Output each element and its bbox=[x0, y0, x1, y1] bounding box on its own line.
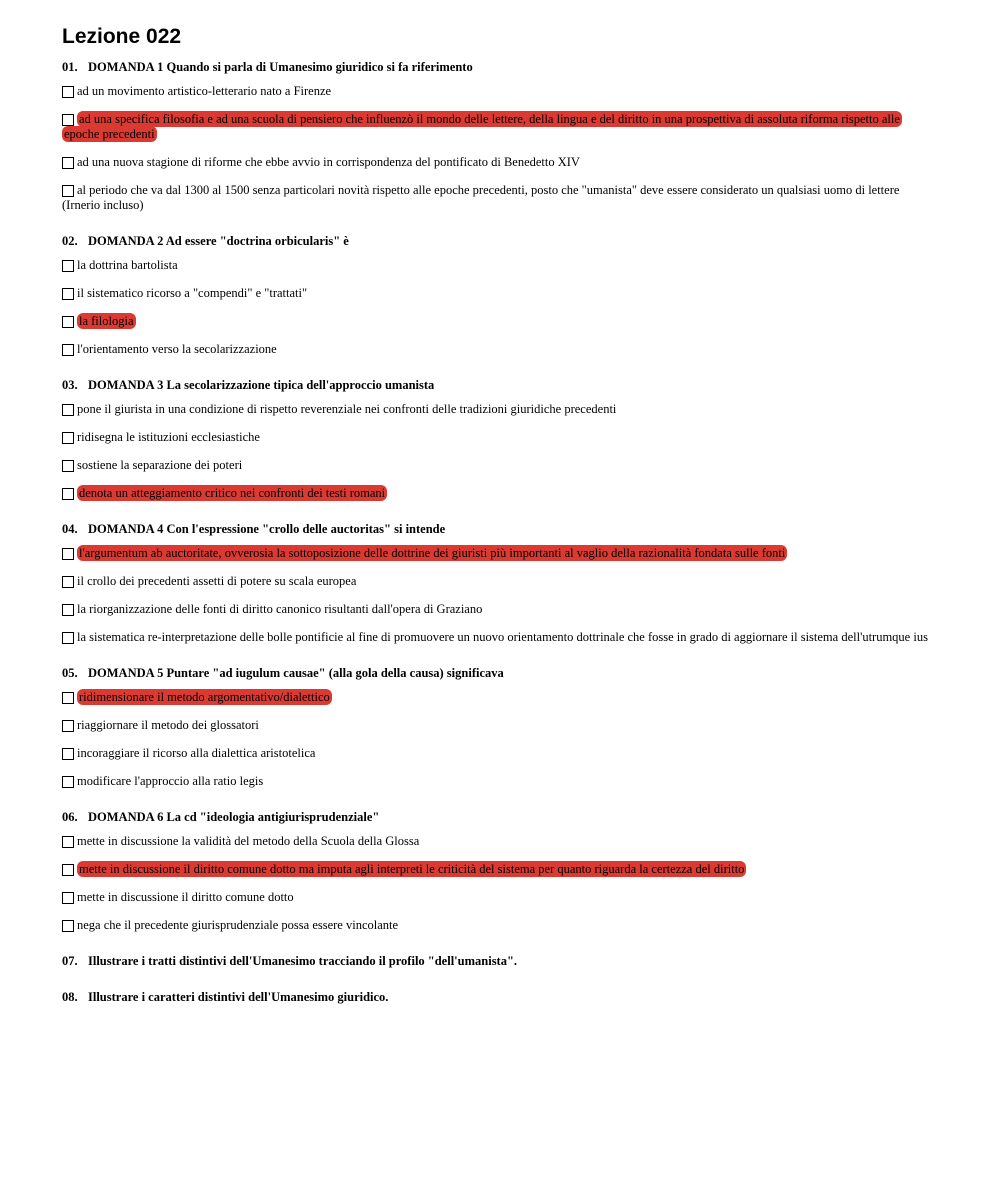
checkbox[interactable] bbox=[62, 776, 74, 788]
answer-option[interactable] bbox=[62, 458, 937, 473]
checkbox[interactable] bbox=[62, 344, 74, 356]
answer-option[interactable] bbox=[62, 746, 937, 761]
question-block bbox=[62, 665, 937, 789]
question-heading bbox=[62, 233, 937, 249]
answer-text: ad una nuova stagione di riforme che ebbe avvio in corrispondenza del pontificato di Benedetto XIV bbox=[77, 155, 580, 169]
answer-text: pone il giurista in una condizione di rispetto reverenziale nei confronti delle tradizioni giuridiche precedenti bbox=[77, 402, 617, 416]
answer-option[interactable] bbox=[62, 890, 937, 905]
answer-option[interactable] bbox=[62, 690, 937, 705]
checkbox[interactable] bbox=[62, 86, 74, 98]
answer-option[interactable] bbox=[62, 183, 937, 213]
checkbox[interactable] bbox=[62, 632, 74, 644]
question-heading bbox=[62, 521, 937, 537]
answer-option[interactable] bbox=[62, 630, 937, 645]
quiz-document bbox=[62, 24, 937, 1005]
checkbox[interactable] bbox=[62, 460, 74, 472]
answer-option[interactable] bbox=[62, 258, 937, 273]
answer-text: al periodo che va dal 1300 al 1500 senza particolari novità rispetto alle epoche precedenti, posto che "umanista" deve essere considerato un qualsiasi uomo di lettere (Irnerio incluso) bbox=[62, 183, 900, 212]
checkbox[interactable] bbox=[62, 185, 74, 197]
answer-text: modificare l'approccio alla ratio legis bbox=[77, 774, 264, 788]
checkbox[interactable] bbox=[62, 157, 74, 169]
question-block bbox=[62, 521, 937, 645]
answer-text: ad un movimento artistico-letterario nato a Firenze bbox=[77, 84, 332, 98]
checkbox[interactable] bbox=[62, 920, 74, 932]
question-number: 05. bbox=[62, 666, 78, 680]
answer-text: sostiene la separazione dei poteri bbox=[77, 458, 243, 472]
checkbox[interactable] bbox=[62, 720, 74, 732]
checkbox[interactable] bbox=[62, 260, 74, 272]
checkbox[interactable] bbox=[62, 604, 74, 616]
checkbox[interactable] bbox=[62, 548, 74, 560]
question-block bbox=[62, 953, 937, 969]
answer-text: la dottrina bartolista bbox=[77, 258, 178, 272]
question-heading bbox=[62, 809, 937, 825]
answer-text: nega che il precedente giurisprudenziale possa essere vincolante bbox=[77, 918, 399, 932]
question-list bbox=[62, 59, 937, 1005]
answer-text-correct: l'argumentum ab auctoritate, ovverosia la sottoposizione delle dottrine dei giuristi più importanti al vaglio della razionalità fondata sulle fonti bbox=[79, 546, 786, 560]
answer-text-correct: ridimensionare il metodo argomentativo/dialettico bbox=[79, 690, 330, 704]
answer-option[interactable] bbox=[62, 402, 937, 417]
question-number: 08. bbox=[62, 990, 78, 1004]
answer-option[interactable] bbox=[62, 342, 937, 357]
checkbox[interactable] bbox=[62, 576, 74, 588]
answer-text-correct: mette in discussione il diritto comune dotto ma imputa agli interpreti le criticità del sistema per quanto riguarda la certezza del diritto bbox=[79, 862, 745, 876]
question-text: DOMANDA 5 Puntare "ad iugulum causae" (alla gola della causa) significava bbox=[88, 666, 504, 680]
lesson-title: Lezione 022 bbox=[62, 25, 182, 48]
checkbox[interactable] bbox=[62, 114, 74, 126]
answer-option[interactable] bbox=[62, 574, 937, 589]
answer-text: la sistematica re-interpretazione delle bolle pontificie al fine di promuovere un nuovo orientamento dottrinale che fosse in grado di aggiornare il sistema dell'utrumque ius bbox=[77, 630, 928, 644]
answer-text: la riorganizzazione delle fonti di diritto canonico risultanti dall'opera di Graziano bbox=[77, 602, 483, 616]
question-number: 03. bbox=[62, 378, 78, 392]
question-heading bbox=[62, 59, 937, 75]
answer-option[interactable] bbox=[62, 84, 937, 99]
answer-text: riaggiornare il metodo dei glossatori bbox=[77, 718, 259, 732]
checkbox[interactable] bbox=[62, 892, 74, 904]
answer-option[interactable] bbox=[62, 155, 937, 170]
answer-text-correct: ad una specifica filosofia e ad una scuola di pensiero che influenzò il mondo delle lettere, della lingua e del diritto in una prospettiva di assoluta riforma rispetto alle epoche precedenti bbox=[64, 112, 900, 141]
answer-option[interactable] bbox=[62, 774, 937, 789]
answer-text: mette in discussione la validità del metodo della Scuola della Glossa bbox=[77, 834, 420, 848]
question-heading bbox=[62, 953, 937, 969]
question-block bbox=[62, 989, 937, 1005]
question-number: 04. bbox=[62, 522, 78, 536]
question-heading bbox=[62, 989, 937, 1005]
answer-option[interactable] bbox=[62, 918, 937, 933]
answer-text: il crollo dei precedenti assetti di potere su scala europea bbox=[77, 574, 357, 588]
checkbox[interactable] bbox=[62, 864, 74, 876]
question-number: 02. bbox=[62, 234, 78, 248]
checkbox[interactable] bbox=[62, 404, 74, 416]
question-text: DOMANDA 6 La cd "ideologia antigiurisprudenziale" bbox=[88, 810, 380, 824]
answer-option[interactable] bbox=[62, 314, 937, 329]
answer-option[interactable] bbox=[62, 430, 937, 445]
answer-text: ridisegna le istituzioni ecclesiastiche bbox=[77, 430, 260, 444]
answer-option[interactable] bbox=[62, 834, 937, 849]
checkbox[interactable] bbox=[62, 836, 74, 848]
question-number: 07. bbox=[62, 954, 78, 968]
answer-option[interactable] bbox=[62, 286, 937, 301]
checkbox[interactable] bbox=[62, 488, 74, 500]
checkbox[interactable] bbox=[62, 316, 74, 328]
answer-option[interactable] bbox=[62, 862, 937, 877]
answer-text: incoraggiare il ricorso alla dialettica aristotelica bbox=[77, 746, 316, 760]
answer-option[interactable] bbox=[62, 718, 937, 733]
question-text: Illustrare i tratti distintivi dell'Umanesimo tracciando il profilo "dell'umanista". bbox=[88, 954, 518, 968]
answer-option[interactable] bbox=[62, 486, 937, 501]
answer-text-correct: denota un atteggiamento critico nei confronti dei testi romani bbox=[79, 486, 386, 500]
question-block bbox=[62, 377, 937, 501]
question-text: DOMANDA 3 La secolarizzazione tipica dell'approccio umanista bbox=[88, 378, 435, 392]
question-block bbox=[62, 59, 937, 213]
question-text: DOMANDA 2 Ad essere "doctrina orbicularis" è bbox=[88, 234, 349, 248]
answer-option[interactable] bbox=[62, 546, 937, 561]
question-heading bbox=[62, 377, 937, 393]
checkbox[interactable] bbox=[62, 432, 74, 444]
answer-option[interactable] bbox=[62, 112, 937, 142]
question-block bbox=[62, 233, 937, 357]
question-heading bbox=[62, 665, 937, 681]
checkbox[interactable] bbox=[62, 692, 74, 704]
question-text: DOMANDA 4 Con l'espressione "crollo delle auctoritas" si intende bbox=[88, 522, 446, 536]
question-text: DOMANDA 1 Quando si parla di Umanesimo giuridico si fa riferimento bbox=[88, 60, 473, 74]
question-number: 01. bbox=[62, 60, 78, 74]
question-block bbox=[62, 809, 937, 933]
answer-text-correct: la filologia bbox=[79, 314, 134, 328]
answer-option[interactable] bbox=[62, 602, 937, 617]
answer-text: l'orientamento verso la secolarizzazione bbox=[77, 342, 277, 356]
checkbox[interactable] bbox=[62, 748, 74, 760]
checkbox[interactable] bbox=[62, 288, 74, 300]
question-number: 06. bbox=[62, 810, 78, 824]
answer-text: il sistematico ricorso a "compendi" e "trattati" bbox=[77, 286, 308, 300]
question-text: Illustrare i caratteri distintivi dell'Umanesimo giuridico. bbox=[88, 990, 389, 1004]
answer-text: mette in discussione il diritto comune dotto bbox=[77, 890, 294, 904]
